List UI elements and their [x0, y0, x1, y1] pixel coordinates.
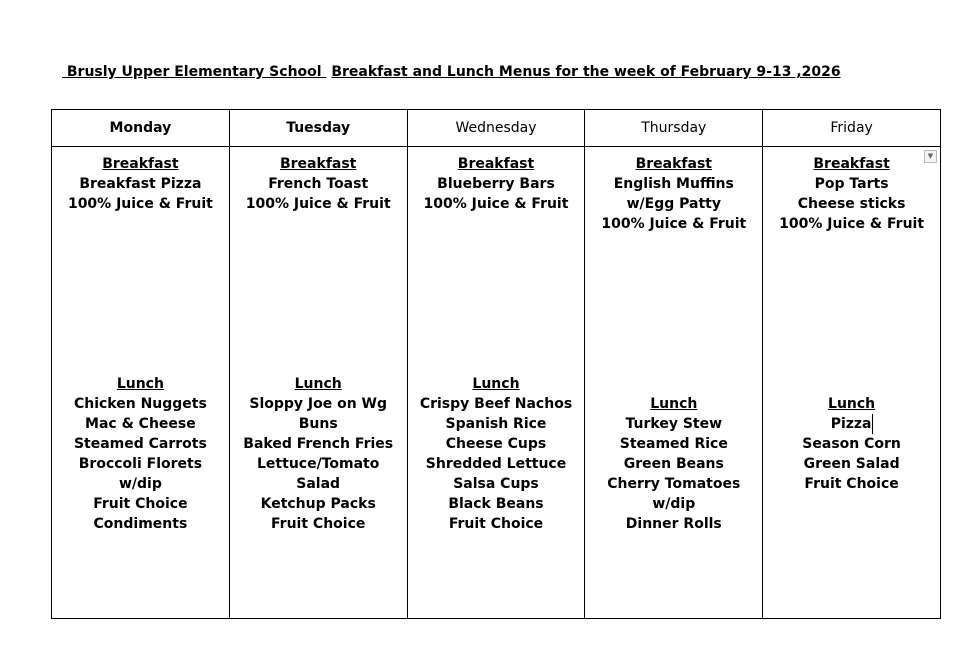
lunch-item: Fruit Choice	[271, 516, 366, 532]
lunch-item: w/dip	[118, 476, 162, 492]
lunch-section	[52, 374, 229, 534]
lunch-heading: Lunch	[828, 396, 876, 412]
lunch-item: w/dip	[652, 496, 696, 512]
lunch-item: Pizza	[830, 416, 872, 432]
breakfast-item: Pop Tarts	[814, 176, 889, 192]
dropdown-arrow-icon[interactable]: ▼	[924, 150, 937, 163]
breakfast-item: 100% Juice & Fruit	[423, 196, 569, 212]
lunch-item: Chicken Nuggets	[73, 396, 207, 412]
lunch-item: Fruit Choice	[448, 516, 544, 532]
breakfast-item: Breakfast Pizza	[79, 176, 202, 192]
menu-cell-thursday[interactable]	[585, 147, 763, 619]
breakfast-item: French Toast	[268, 176, 369, 192]
breakfast-section	[52, 147, 229, 214]
menu-title: Breakfast and Lunch Menus for the week of February 9-13 ,2026	[331, 64, 841, 80]
lunch-item: Broccoli Florets	[78, 456, 203, 472]
lunch-item: Salad	[296, 476, 341, 492]
page-title	[62, 64, 841, 80]
school-name: Brusly Upper Elementary School	[62, 64, 327, 80]
breakfast-heading: Breakfast	[457, 156, 535, 172]
menu-table	[51, 109, 941, 619]
menu-cell-tuesday[interactable]	[229, 147, 407, 619]
lunch-item: Steamed Rice	[619, 436, 728, 452]
lunch-item: Shredded Lettuce	[425, 456, 567, 472]
menu-row	[52, 147, 941, 619]
lunch-item: Cherry Tomatoes	[607, 476, 741, 492]
breakfast-item: 100% Juice & Fruit	[67, 196, 213, 212]
lunch-item: Cheese Cups	[445, 436, 547, 452]
lunch-item: Fruit Choice	[93, 496, 188, 512]
lunch-item: Steamed Carrots	[73, 436, 207, 452]
lunch-heading: Lunch	[650, 396, 698, 412]
lunch-item: Lettuce/Tomato	[257, 456, 380, 472]
lunch-section	[763, 394, 940, 494]
breakfast-item: 100% Juice & Fruit	[779, 216, 925, 232]
lunch-section	[230, 374, 407, 534]
breakfast-section	[230, 147, 407, 214]
breakfast-section	[408, 147, 585, 214]
lunch-heading: Lunch	[472, 376, 520, 392]
lunch-item: Spanish Rice	[445, 416, 547, 432]
lunch-item: Black Beans	[448, 496, 544, 512]
breakfast-item: Blueberry Bars	[437, 176, 555, 192]
breakfast-heading: Breakfast	[813, 156, 890, 172]
lunch-item: Salsa Cups	[453, 476, 539, 492]
menu-cell-wednesday[interactable]	[407, 147, 585, 619]
lunch-item: Ketchup Packs	[260, 496, 376, 512]
breakfast-section	[585, 147, 762, 234]
breakfast-item: Cheese sticks	[797, 196, 906, 212]
lunch-item: Season Corn	[802, 436, 901, 452]
lunch-section	[408, 374, 585, 534]
day-header: Tuesday	[229, 110, 407, 147]
lunch-heading: Lunch	[294, 376, 342, 392]
lunch-item: Fruit Choice	[804, 476, 899, 492]
breakfast-heading: Breakfast	[635, 156, 712, 172]
lunch-item: Baked French Fries	[243, 436, 394, 452]
breakfast-item: English Muffins	[613, 176, 734, 192]
lunch-heading: Lunch	[116, 376, 164, 392]
day-header: Friday	[763, 110, 941, 147]
lunch-item: Green Salad	[803, 456, 900, 472]
breakfast-section	[763, 147, 940, 234]
menu-cell-friday[interactable]	[763, 147, 941, 619]
breakfast-heading: Breakfast	[279, 156, 357, 172]
lunch-item: Sloppy Joe on Wg	[249, 396, 388, 412]
lunch-item: Green Beans	[623, 456, 724, 472]
lunch-item: Condiments	[93, 516, 188, 532]
day-header: Thursday	[585, 110, 763, 147]
lunch-item: Mac & Cheese	[85, 416, 196, 432]
day-header: Wednesday	[407, 110, 585, 147]
lunch-item: Turkey Stew	[625, 416, 723, 432]
day-header-row	[52, 110, 941, 147]
breakfast-item: 100% Juice & Fruit	[245, 196, 391, 212]
breakfast-heading: Breakfast	[102, 156, 179, 172]
lunch-item: Dinner Rolls	[625, 516, 722, 532]
lunch-item: Crispy Beef Nachos	[419, 396, 573, 412]
breakfast-item: 100% Juice & Fruit	[601, 216, 747, 232]
menu-cell-monday[interactable]	[52, 147, 230, 619]
breakfast-item: w/Egg Patty	[626, 196, 721, 212]
lunch-item: Buns	[298, 416, 338, 432]
lunch-section	[585, 394, 762, 534]
day-header: Monday	[52, 110, 230, 147]
